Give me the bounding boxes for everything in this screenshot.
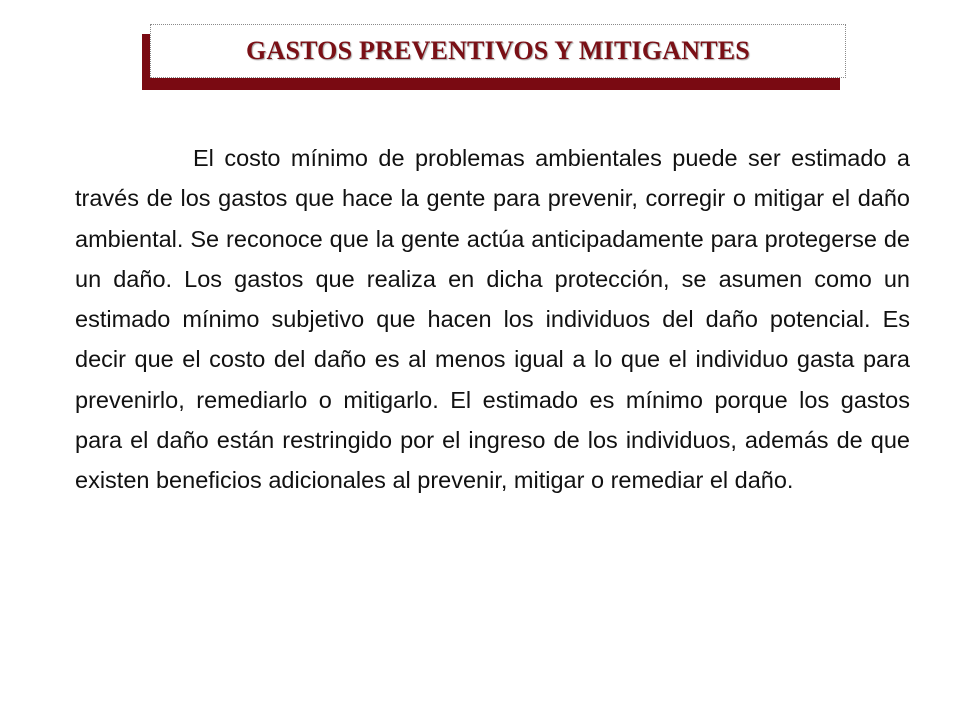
slide-title: GASTOS PREVENTIVOS Y MITIGANTES [246,36,750,65]
slide-body-text: El costo mínimo de problemas ambientales puede ser estimado a través de los gastos que hace la gente para prevenir, corregir o mitigar el daño ambiental. Se reconoce que la gente actúa anticipadamente para protegerse de un daño. Los gastos que realiza en dicha protección, se asumen como un estimado mínimo subjetivo que hacen los individuos del daño potencial. Es decir que el costo del daño es al menos igual a lo que el individuo gasta para prevenirlo, remediarlo o mitigarlo. El estimado es mínimo porque los gastos para el daño están restringido por el ingreso de los individuos, además de que existen beneficios adicionales al prevenir, mitigar o remediar el daño. [75,145,910,494]
title-banner [150,24,846,78]
